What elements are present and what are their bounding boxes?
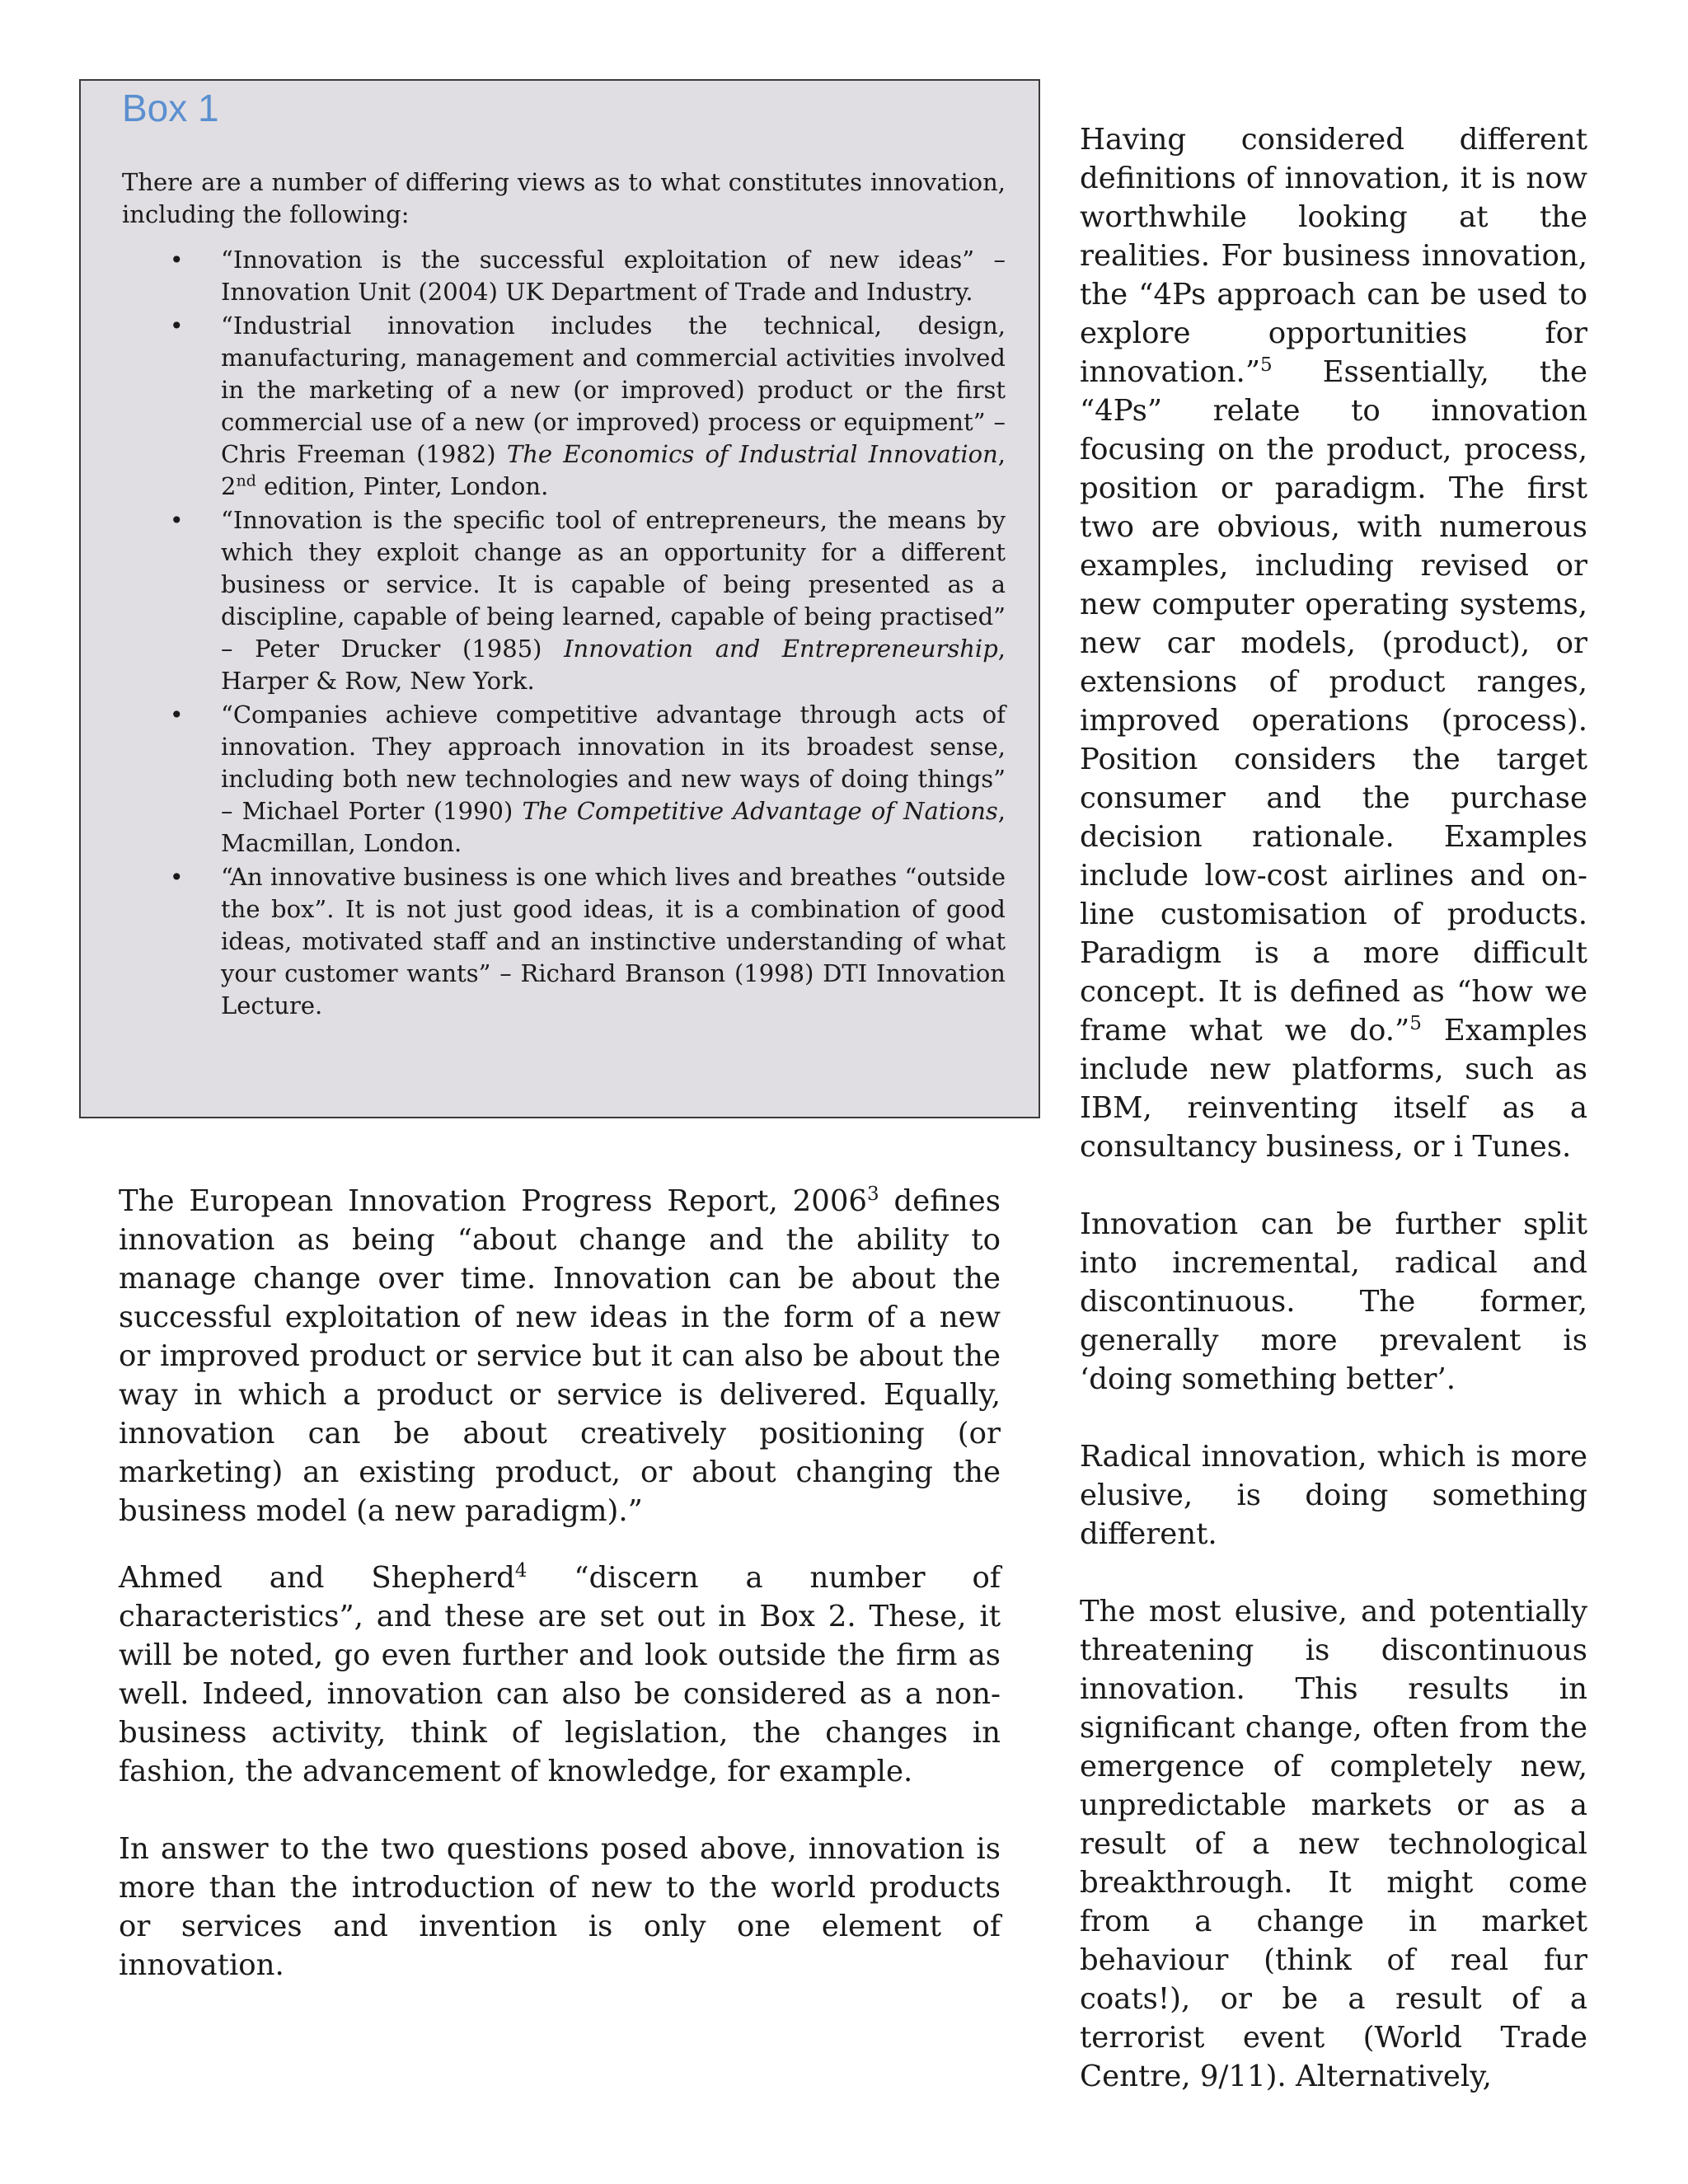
definition-text: , Macmillan, London. bbox=[221, 797, 1006, 857]
paragraph-conclusion: In answer to the two questions posed above, innovation is more than the introduction of new to the world products or services and invention is only one element of innovation. bbox=[119, 1832, 1001, 1982]
definition-item bbox=[170, 699, 1006, 860]
paragraph-split: Innovation can be further split into incremental, radical and discontinuous. The former, generally more prevalent is ‘doing something better’. bbox=[1080, 1207, 1587, 1396]
paragraph-text: Having considered different definitions of innovation, it is now worthwhile looking at the realities. For business innovation, the “4Ps approach can be used to explore opportunities for innovation.” bbox=[1080, 123, 1587, 389]
box-title: Box 1 bbox=[122, 87, 219, 129]
box-1 bbox=[79, 79, 1040, 1118]
bullet-icon: • bbox=[170, 246, 184, 274]
definition-text: “Companies achieve competitive advantage through acts of innovation. They approach innovation in its broadest sense, including both new technologies and new ways of doing things” – Michael Porter (1990) bbox=[221, 701, 1006, 825]
right-column bbox=[1080, 120, 1587, 2096]
paragraph-text: defines innovation as being “about change and the ability to manage change over time. Innovation can be about the successful exploitation of new ideas in the form of a new or improved product or service but it can also be about the way in which a product or service is delivered. Equally, innovation can be about creatively positioning (or marketing) an existing product, or about changing the business model (a new paradigm).” bbox=[119, 1184, 1001, 1528]
bullet-icon: • bbox=[170, 864, 184, 891]
bullet-icon: • bbox=[170, 701, 184, 729]
footnote-ref: 4 bbox=[514, 1560, 528, 1582]
superscript: nd bbox=[236, 471, 256, 490]
bullet-icon: • bbox=[170, 312, 184, 340]
definition-text: “An innovative business is one which lives and breathes “outside the box”. It is not just good ideas, it is a combination of good ideas, motivated staff and an instinctive understanding of what your customer wants” – Richard Branson (1998) DTI Innovation Lecture. bbox=[221, 863, 1006, 1019]
paragraph-text: Essentially, the “4Ps” relate to innovation focusing on the product, process, position or paradigm. The first two are obvious, with numerous examples, including revised or new computer operating systems, new car models, (product), or extensions of product ranges, improved operations (process). Position considers the target consumer and the purchase decision rationale. Examples include low-cost airlines and on-line customisation of products. Paradigm is a more difficult concept. It is defined as “how we frame what we do.” bbox=[1080, 355, 1587, 1047]
footnote-ref: 5 bbox=[1259, 354, 1273, 377]
paragraph-radical: Radical innovation, which is more elusive, is doing something different. bbox=[1080, 1440, 1587, 1551]
paragraph-text: Examples include new platforms, such as IBM, reinventing itself as a consultancy business, or i Tunes. bbox=[1080, 1014, 1588, 1164]
paragraph-text: Ahmed and Shepherd bbox=[119, 1561, 515, 1595]
footnote-ref: 3 bbox=[867, 1183, 879, 1206]
definition-item bbox=[170, 861, 1006, 1022]
paragraph-ahmed-shepherd bbox=[119, 1558, 1001, 1791]
definition-text: , 2 bbox=[221, 440, 1006, 500]
box-intro: There are a number of differing views as to what constitutes innovation, including the following: bbox=[122, 168, 1006, 228]
footnote-ref: 5 bbox=[1409, 1013, 1422, 1035]
bullet-icon: • bbox=[170, 507, 184, 534]
definition-text: “Innovation is the successful exploitation of new ideas” – Innovation Unit (2004) UK Department of Trade and Industry. bbox=[221, 246, 1006, 306]
paragraph-european-report bbox=[119, 1182, 1001, 1530]
book-title: The Competitive Advantage of Nations bbox=[522, 797, 998, 825]
left-column bbox=[119, 1182, 1001, 1985]
definition-item bbox=[170, 504, 1006, 697]
definition-text: edition, Pinter, London. bbox=[256, 472, 549, 500]
book-title: Innovation and Entrepreneurship bbox=[564, 635, 998, 663]
definitions-list bbox=[170, 244, 1006, 1024]
definition-item bbox=[170, 310, 1006, 503]
book-title: The Economics of Industrial Innovation bbox=[506, 440, 998, 468]
paragraph-discontinuous: The most elusive, and potentially threatening is discontinuous innovation. This results in significant change, often from the emergence of completely new, unpredictable markets or as a result of a new technological breakthrough. It might come from a change in market behaviour (think of real fur coats!), or be a result of a terrorist event (World Trade Centre, 9/11). Alternatively, bbox=[1080, 1595, 1587, 2093]
paragraph-4ps bbox=[1080, 120, 1587, 1166]
paragraph-text: “discern a number of characteristics”, and these are set out in Box 2. These, it will be noted, go even further and look outside the firm as well. Indeed, innovation can also be considered as a non-business activity, think of legislation, the changes in fashion, the advancement of knowledge, for example. bbox=[119, 1561, 1001, 1788]
definition-text: , Harper & Row, New York. bbox=[221, 635, 1006, 695]
paragraph-text: The European Innovation Progress Report, 2006 bbox=[119, 1184, 867, 1218]
definition-text: “Industrial innovation includes the technical, design, manufacturing, management and commercial activities involved in the marketing of a new (or improved) product or the first commercial use of a new (or improved) process or equipment” – Chris Freeman (1982) bbox=[221, 312, 1006, 468]
definition-item bbox=[170, 244, 1006, 308]
definition-text: “Innovation is the specific tool of entrepreneurs, the means by which they exploit change as an opportunity for a different business or service. It is capable of being presented as a discipline, capable of being learned, capable of being practised” – Peter Drucker (1985) bbox=[221, 506, 1006, 663]
